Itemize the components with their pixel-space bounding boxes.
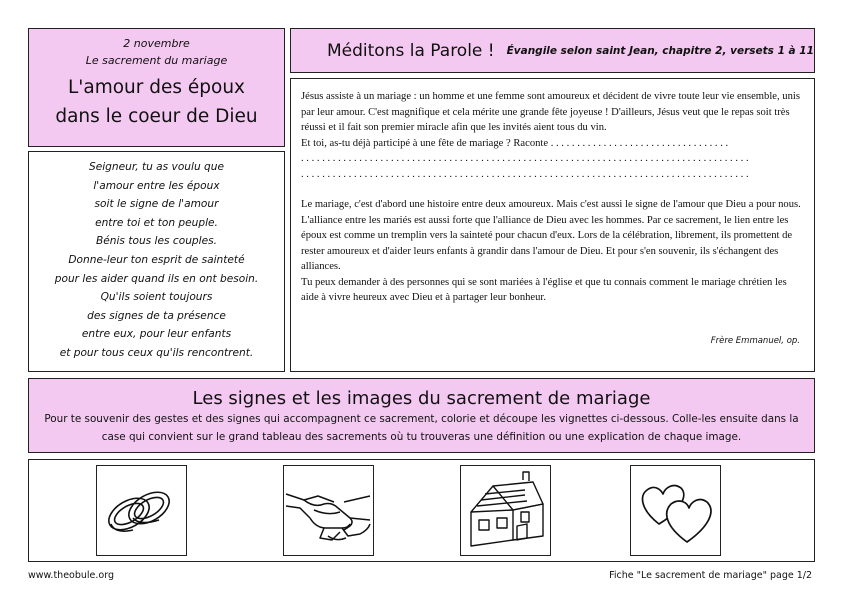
website-link[interactable]: www.theobule.org: [28, 570, 114, 581]
gospel-reference: Évangile selon saint Jean, chapitre 2, versets 1 à 11: [506, 44, 814, 57]
answer-dotted-line: . . . . . . . . . . . . . . . . . . . . . . . . . . . . . . . . . . . . . . . . . . . . . . . . . . . . . . . . . . . . . . . . . . . . . . . . . . . . . . . . . . . . .: [301, 168, 749, 180]
meditation-heading: Méditons la Parole !: [327, 40, 495, 61]
prayer-line: Donne-leur ton esprit de sainteté: [68, 253, 245, 266]
page-title-line1: L'amour des époux: [67, 77, 246, 98]
meditation-paragraph-3: Tu peux demander à des personnes qui se sont mariées à l'église et que tu connais comment le mariage chrétien les aide à vivre heureux avec Dieu et à partager leur bonheur.: [301, 276, 787, 303]
two-hearts-icon[interactable]: [630, 465, 721, 556]
prayer-line: Bénis tous les couples.: [95, 235, 217, 248]
answer-dotted-line: . . . . . . . . . . . . . . . . . . . . . . . . . . . . . . . . . . . . . . . . . . . . . . . . . . . . . . . . . . . . . . . . . . . . . . . . . . . . . . . . . . . . .: [301, 153, 749, 164]
prayer-line: entre toi et ton peuple.: [95, 216, 218, 229]
meditation-question: Et toi, as-tu déjà participé à une fête de mariage ? Raconte . . . . . . . . . . . . . . . . . . . . . . . . . . . . . . . . . .: [301, 137, 729, 149]
subtitle: Le sacrement du mariage: [85, 54, 228, 67]
meditation-text-box: [290, 78, 815, 372]
joined-hands-icon[interactable]: [283, 465, 374, 556]
page-title-line2: dans le coeur de Dieu: [55, 106, 258, 127]
meditation-header: [290, 28, 815, 73]
vignettes-strip: [28, 459, 815, 562]
prayer-line: pour les aider quand ils en ont besoin.: [54, 272, 259, 285]
prayer-line: Seigneur, tu as voulu que: [88, 161, 225, 173]
prayer-line: l'amour entre les époux: [93, 179, 220, 192]
page-info: Fiche "Le sacrement de mariage" page 1/2: [609, 570, 812, 581]
signs-heading: Les signes et les images du sacrement de mariage: [192, 388, 651, 409]
prayer-line: Qu'ils soient toujours: [100, 291, 213, 304]
date: 2 novembre: [123, 37, 190, 50]
wedding-rings-icon[interactable]: [96, 465, 187, 556]
meditation-paragraph-1: Jésus assiste à un mariage : un homme et une femme sont amoureux et décident de vivre toute leur vie ensemble, unis par leur amour. C'est magnifique et cela mérite une grande fête joyeuse ! D'ailleurs, Jésus veut que le repas soit très réussi et il fait son premier miracle afin que les invités aient tous du vin.: [301, 91, 800, 133]
prayer-line: entre eux, pour leur enfants: [81, 328, 232, 341]
meditation-paragraph-2: Le mariage, c'est d'abord une histoire entre deux amoureux. Mais c'est aussi le signe de l'amour que Dieu a pour nous. L'alliance entre les mariés est aussi forte que l'alliance de Dieu avec les hommes. Par ce sacrement, le lien entre les époux est comme un tremplin vers la sainteté pour chacun d'eux. Lors de la célébration, librement, ils promettent de rester amoureux et d'aider leurs enfants à grandir dans l'amour de Dieu. Et pour s'en souvenir, ils s'échangent des alliances.: [301, 199, 801, 272]
signs-banner: [28, 378, 815, 453]
prayer-box: [28, 151, 285, 372]
title-box: [28, 28, 285, 147]
house-icon[interactable]: [460, 465, 551, 556]
signature: Frère Emmanuel, op.: [710, 336, 800, 346]
prayer-line: soit le signe de l'amour: [94, 198, 219, 211]
prayer-line: et pour tous ceux qu'ils rencontrent.: [59, 346, 254, 359]
signs-description: Pour te souvenir des gestes et des signes qui accompagnent ce sacrement, colorie et découpe les vignettes ci-dessous. Colle-les ensuite dans la case qui convient sur le grand tableau des sacrements où tu trouveras une définition ou une explication de chaque image.: [44, 413, 799, 443]
prayer-line: des signes de ta présence: [87, 309, 226, 322]
